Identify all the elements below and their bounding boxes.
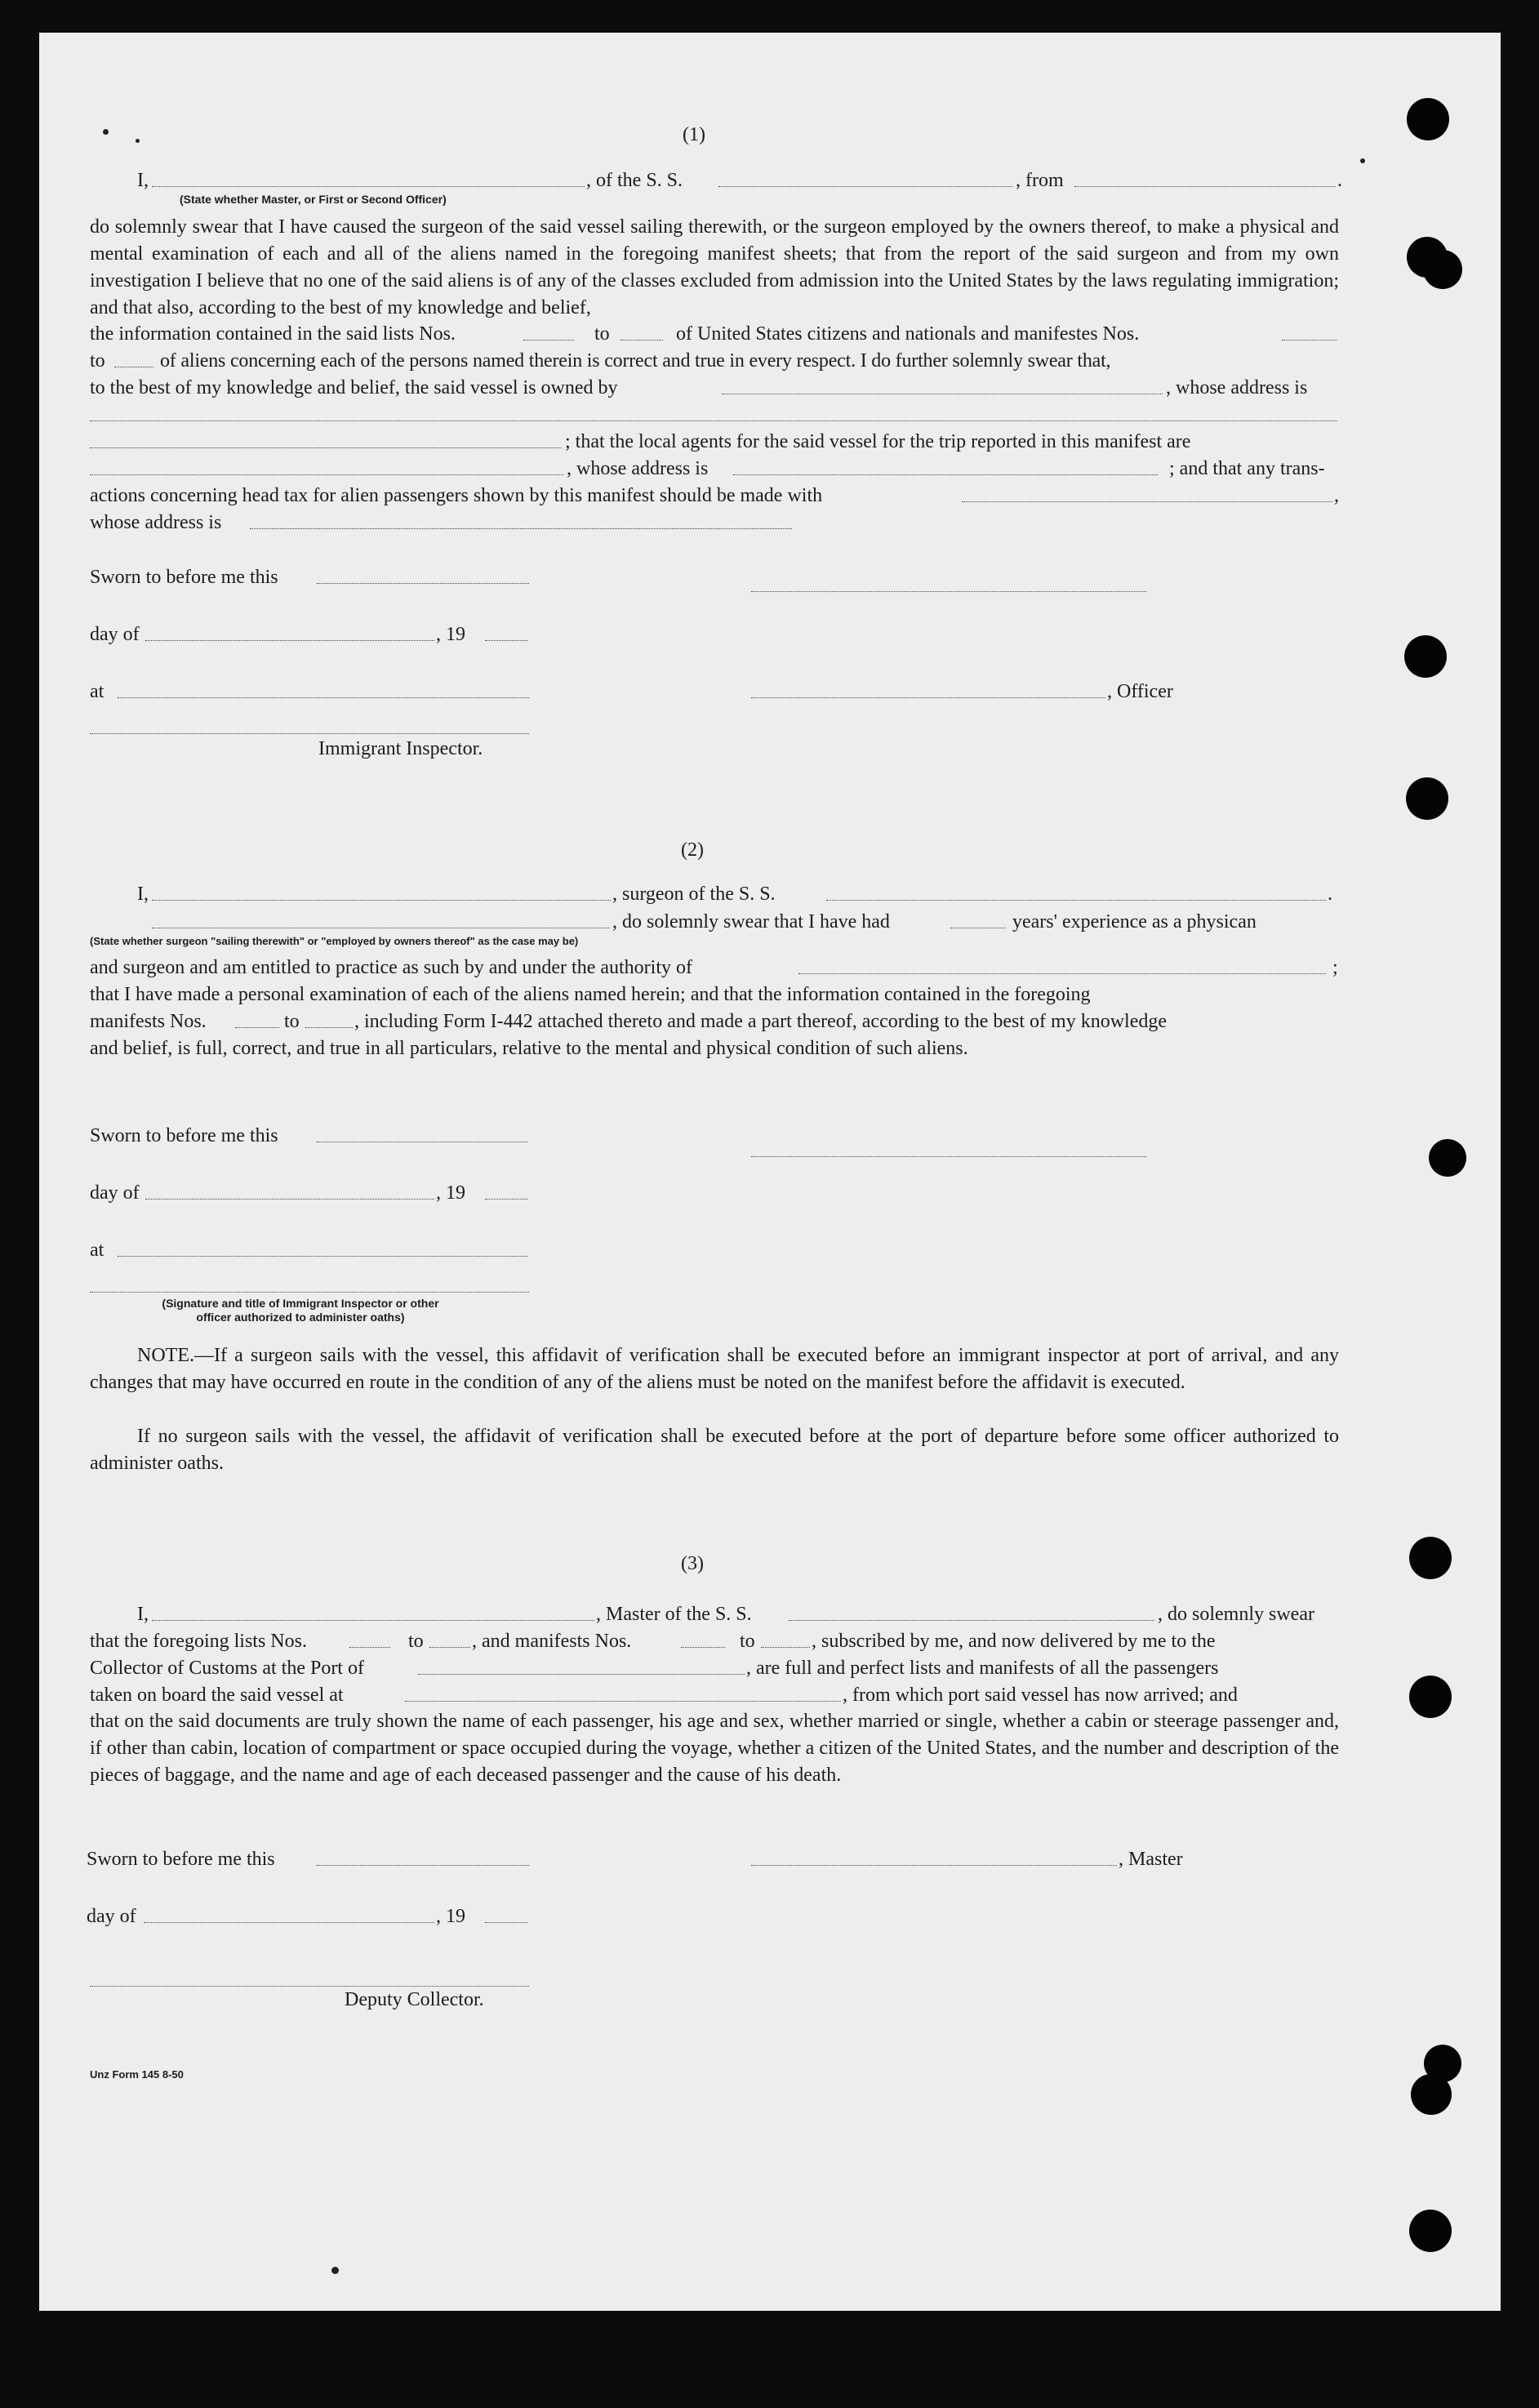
- binder-hole: [1409, 1537, 1452, 1579]
- s1-inspector-label: Immigrant Inspector.: [318, 738, 483, 759]
- s2-experience-label: , do solemnly swear that I have had: [612, 911, 890, 932]
- s3-lists-manifests-text: , are full and perfect lists and manifests of all the passengers: [746, 1658, 1219, 1679]
- s1-inspector-signature-line[interactable]: [90, 733, 529, 734]
- s1-i-label: I,: [137, 170, 149, 191]
- s1-comma: ,: [1334, 485, 1339, 506]
- s3-departure-port-line[interactable]: [405, 1701, 841, 1702]
- s1-owned-by-label: to the best of my knowledge and belief, the said vessel is owned by: [90, 377, 618, 398]
- s3-arrived-text: , from which port said vessel has now arrived; and: [843, 1685, 1238, 1706]
- s3-swear-label: , do solemnly swear: [1158, 1604, 1314, 1625]
- s2-manifests-to-line[interactable]: [305, 1027, 353, 1028]
- s3-manifests-to-line[interactable]: [761, 1647, 810, 1648]
- s1-from-port-line[interactable]: [1074, 186, 1336, 187]
- s3-port-line[interactable]: [418, 1674, 745, 1675]
- s1-lists-to-label: to: [594, 323, 610, 345]
- s3-master-name-line[interactable]: [152, 1620, 594, 1621]
- form-number: Unz Form 145 8-50: [90, 2068, 184, 2081]
- s2-signature-note-line-2: officer authorized to administer oaths): [196, 1311, 405, 1324]
- s3-master-signature-line[interactable]: [751, 1865, 1117, 1866]
- s2-year-line[interactable]: [485, 1199, 527, 1200]
- s3-year-label: , 19: [436, 1906, 465, 1927]
- ink-speck: [136, 139, 140, 143]
- s1-period: .: [1337, 170, 1342, 191]
- s3-master-sig-label: , Master: [1119, 1849, 1183, 1870]
- binder-hole: [1407, 98, 1449, 140]
- s1-officer-note: (State whether Master, or First or Second Officer): [180, 193, 447, 206]
- s2-inspector-signature-line[interactable]: [90, 1292, 529, 1293]
- s3-sworn-label: Sworn to before me this: [87, 1849, 275, 1870]
- s1-manifests-to-label: to: [90, 350, 105, 372]
- section-1-number: (1): [683, 124, 705, 145]
- s1-aliens-text: of aliens concerning each of the persons named therein is correct and true in every respect. I do further solemnly swear that,: [160, 350, 1111, 372]
- s3-collector-signature-line[interactable]: [90, 1986, 529, 1987]
- s1-year-label: , 19: [436, 624, 465, 645]
- s2-signature-note: [113, 1297, 488, 1324]
- s1-agents-address-line[interactable]: [733, 474, 1158, 475]
- s3-collector-label: Collector of Customs at the Port of: [90, 1658, 364, 1679]
- s1-day-of-label: day of: [90, 624, 140, 645]
- s1-whose-address-label: whose address is: [90, 512, 222, 533]
- s3-manifests-to-label: to: [740, 1631, 755, 1652]
- s2-form-text: , including Form I-442 attached thereto and made a part thereof, according to the best of my knowledge: [354, 1011, 1168, 1032]
- s1-sworn-label: Sworn to before me this: [90, 567, 278, 588]
- s1-from-label: , from: [1016, 170, 1064, 191]
- s3-subscribed-text: , subscribed by me, and now delivered by me to the: [812, 1631, 1216, 1652]
- s2-at-label: at: [90, 1240, 105, 1261]
- binder-hole: [1406, 777, 1448, 820]
- s2-manifests-to-label: to: [284, 1011, 300, 1032]
- s1-agents-line[interactable]: [90, 474, 563, 475]
- s2-manifests-label: manifests Nos.: [90, 1011, 207, 1032]
- s2-surgeon-label: , surgeon of the S. S.: [612, 884, 776, 905]
- s1-oath-paragraph: do solemnly swear that I have caused the surgeon of the said vessel sailing therewith, or the surgeon employed by the owners thereof, to make a physical and mental examination of each and all of the aliens named in the foregoing manifest sheets; that from the report of the said surgeon and from my own investigation I believe that no one of the said aliens is of any of the classes excluded from admission into the United States by the laws regulating immigration; and that also, according to the best of my knowledge and belief,: [90, 216, 1339, 318]
- s1-manifests-label: of United States citizens and nationals and manifestes Nos.: [676, 323, 1140, 345]
- s3-master-label: , Master of the S. S.: [596, 1604, 752, 1625]
- s1-officer-signature-line[interactable]: [751, 697, 1105, 698]
- s2-semicolon: ;: [1332, 957, 1338, 978]
- s2-surgeon-name-line[interactable]: [152, 900, 611, 901]
- binder-hole: [1409, 1676, 1452, 1718]
- s3-lists-label: that the foregoing lists Nos.: [90, 1631, 307, 1652]
- s1-of-ss-label: , of the S. S.: [586, 170, 683, 191]
- note-paragraph-2: If no surgeon sails with the vessel, the affidavit of verification shall be executed before at the port of departure before some officer authorized to administer oaths.: [90, 1426, 1339, 1474]
- binder-hole: [1423, 250, 1462, 289]
- s1-at-line[interactable]: [118, 697, 529, 698]
- s3-manifests-label: , and manifests Nos.: [472, 1631, 632, 1652]
- ink-speck: [103, 129, 109, 135]
- s1-lists-to-line[interactable]: [620, 340, 663, 341]
- s2-physician-label: years' experience as a physican: [1012, 911, 1257, 932]
- s2-authority-label: and surgeon and am entitled to practice as such by and under the authority of: [90, 957, 692, 978]
- s1-lists-from-line[interactable]: [523, 340, 574, 341]
- binder-hole: [1404, 635, 1447, 678]
- s3-year-line[interactable]: [485, 1922, 527, 1923]
- s1-head-tax-address-line[interactable]: [250, 528, 792, 529]
- s1-at-label: at: [90, 681, 105, 702]
- s2-belief-text: and belief, is full, correct, and true in all particulars, relative to the mental and physical condition of such aliens.: [90, 1038, 968, 1059]
- s1-head-tax-line[interactable]: [962, 501, 1332, 502]
- s1-manifests-from-line[interactable]: [1282, 340, 1337, 341]
- s2-at-line[interactable]: [118, 1256, 527, 1257]
- section-2-number: (2): [681, 839, 704, 861]
- s3-manifests-from-line[interactable]: [681, 1647, 725, 1648]
- s2-signature-line[interactable]: [751, 1156, 1146, 1157]
- s2-i-label: I,: [137, 884, 149, 905]
- s3-lists-to-line[interactable]: [429, 1647, 470, 1648]
- s2-authority-line[interactable]: [798, 973, 1326, 974]
- s1-sworn-day-line[interactable]: [317, 583, 529, 584]
- s1-owner-address-label: , whose address is: [1166, 377, 1308, 398]
- s2-year-label: , 19: [436, 1182, 465, 1204]
- binder-hole: [1429, 1139, 1466, 1177]
- s2-month-line[interactable]: [145, 1199, 434, 1200]
- s3-day-of-label: day of: [87, 1906, 136, 1927]
- s1-lists-label: the information contained in the said lists Nos.: [90, 323, 456, 345]
- ink-speck: [1360, 158, 1365, 163]
- binder-hole: [1409, 2210, 1452, 2252]
- form-page: [39, 33, 1501, 2311]
- s1-head-tax-text: actions concerning head tax for alien passengers shown by this manifest should be made with: [90, 485, 823, 506]
- note-paragraph-1: NOTE.—If a surgeon sails with the vessel, this affidavit of verification shall be executed before an immigrant inspector at port of arrival, and any changes that may have occurred en route in the condition of any of the aliens must be noted on the manifest before the affidavit is executed.: [90, 1345, 1339, 1393]
- s2-period: .: [1328, 884, 1332, 905]
- s2-manifests-from-line[interactable]: [235, 1027, 279, 1028]
- s3-month-line[interactable]: [144, 1922, 434, 1923]
- s3-sworn-day-line[interactable]: [317, 1865, 529, 1866]
- s1-officer-name-line[interactable]: [152, 186, 585, 187]
- s1-transactions-text: ; and that any trans-: [1169, 458, 1325, 479]
- section-3-number: (3): [681, 1553, 704, 1574]
- s3-vessel-line[interactable]: [789, 1620, 1154, 1621]
- s3-lists-from-line[interactable]: [349, 1647, 390, 1648]
- s2-examination-text: that I have made a personal examination of each of the aliens named herein; and that the information contained in the foregoing: [90, 984, 1091, 1005]
- s2-day-of-label: day of: [90, 1182, 140, 1204]
- s3-documents-paragraph: that on the said documents are truly shown the name of each passenger, his age and sex, whether married or single, whether a cabin or steerage passenger and, if other than cabin, location of compartment or space occupied during the voyage, whether a citizen of the United States, and the number and description of the pieces of baggage, and the name and age of each deceased passenger and the cause of his death.: [90, 1711, 1339, 1786]
- s1-signature-line-1[interactable]: [751, 591, 1146, 592]
- s1-address-cont-line[interactable]: [90, 447, 562, 448]
- s2-vessel-line[interactable]: [826, 900, 1326, 901]
- ink-speck: [331, 2267, 339, 2274]
- binder-hole: [1411, 2074, 1452, 2115]
- s1-local-agents-text: ; that the local agents for the said vessel for the trip reported in this manifest are: [565, 431, 1191, 452]
- s1-year-line[interactable]: [485, 640, 527, 641]
- s2-sworn-label: Sworn to before me this: [90, 1125, 278, 1146]
- s3-taken-label: taken on board the said vessel at: [90, 1685, 344, 1706]
- s1-officer-label: , Officer: [1107, 681, 1173, 702]
- s1-month-line[interactable]: [145, 640, 434, 641]
- s1-agents-address-label: , whose address is: [567, 458, 709, 479]
- s3-i-label: I,: [137, 1604, 149, 1625]
- s3-deputy-collector-label: Deputy Collector.: [345, 1989, 484, 2010]
- s2-surgeon-note: (State whether surgeon "sailing therewith" or "employed by owners thereof" as the case may be): [90, 935, 579, 947]
- s1-vessel-name-line[interactable]: [718, 186, 1012, 187]
- s2-signature-note-line-1: (Signature and title of Immigrant Inspector or other: [162, 1297, 439, 1310]
- s3-lists-to-label: to: [408, 1631, 424, 1652]
